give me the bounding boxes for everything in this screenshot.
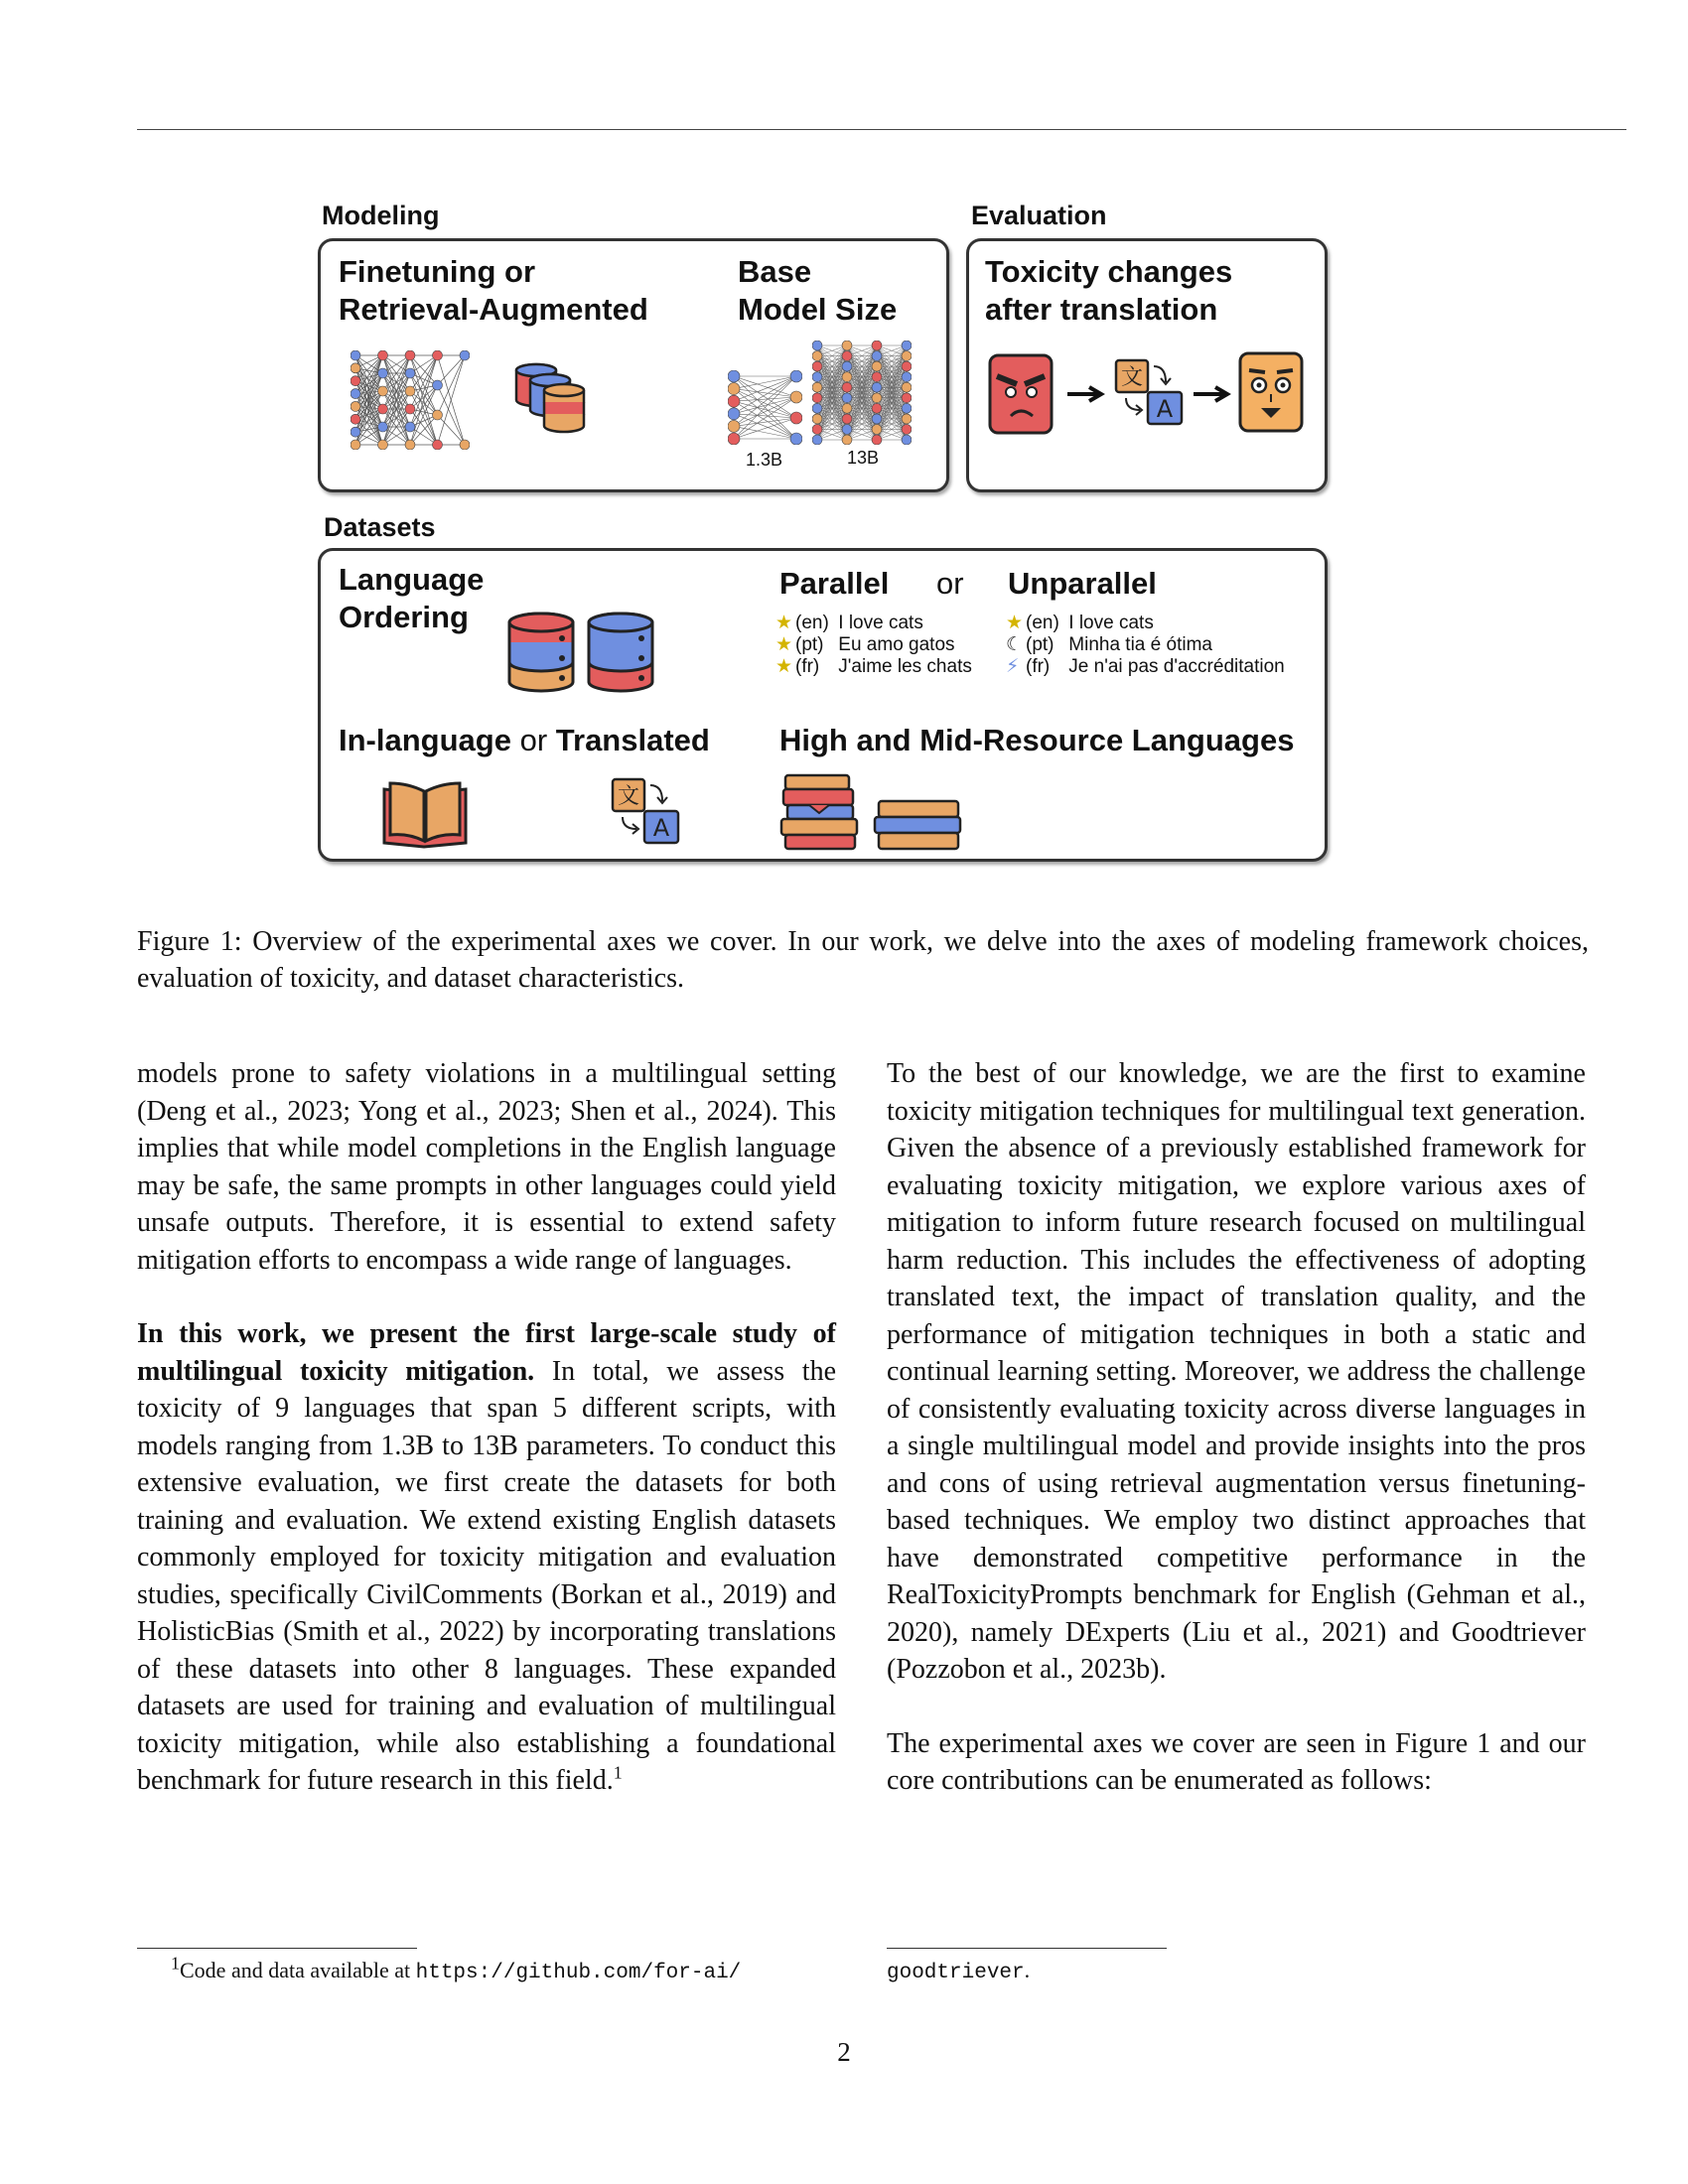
surprised-face-icon bbox=[1237, 350, 1307, 435]
unparallel-example-row bbox=[1006, 656, 1285, 678]
neural-network-icon bbox=[351, 350, 470, 450]
translate-icon-2 bbox=[611, 777, 682, 847]
footnote-text: Code and data available at bbox=[180, 1958, 416, 1982]
parallel-example-icon: ★ bbox=[775, 634, 793, 655]
footnote-left bbox=[171, 1953, 742, 1987]
unparallel-example-text: Je n'ai pas d'accréditation bbox=[1063, 656, 1285, 677]
figure-caption: Figure 1: Overview of the experimental axes we cover. In our work, we delve into the axes of modeling framework choices, evaluation of toxicity, and dataset characteristics. bbox=[137, 926, 1589, 994]
left-paragraph-2 bbox=[137, 1315, 836, 1800]
datasets-section-label: Datasets bbox=[324, 512, 436, 542]
svg-text:文: 文 bbox=[1120, 365, 1144, 390]
unparallel-example-row bbox=[1006, 634, 1285, 656]
evaluation-box bbox=[966, 238, 1328, 492]
small-model-icon bbox=[728, 370, 802, 445]
angry-face-icon bbox=[987, 352, 1056, 437]
footnote-url-part1[interactable]: https://github.com/for-ai/ bbox=[415, 1962, 742, 1984]
toxicity-changes-title: Toxicity changes after translation bbox=[985, 254, 1233, 327]
databases-icon bbox=[504, 611, 663, 700]
open-book-icon bbox=[380, 779, 470, 849]
size-label-small: 1.3B bbox=[746, 450, 783, 470]
contribution-statement: In this work, we present the first large-scale study of multilingual toxicity mitigation. bbox=[137, 1318, 836, 1387]
footnote-url-part2[interactable]: goodtriever bbox=[887, 1962, 1025, 1984]
unparallel-example-text: Minha tia é ótima bbox=[1063, 634, 1212, 655]
or-label-2: or bbox=[519, 723, 548, 757]
svg-text:文: 文 bbox=[617, 784, 640, 809]
page-number: 2 bbox=[837, 2037, 851, 2067]
translate-icon bbox=[1114, 358, 1186, 428]
parallel-or: or bbox=[936, 566, 964, 601]
parallel-label: Parallel bbox=[779, 566, 890, 601]
large-model-icon bbox=[812, 341, 912, 445]
in-language-label: In-language bbox=[339, 723, 511, 757]
left-paragraph-2-body: In total, we assess the toxicity of 9 languages that span 5 different scripts, with models ranging from 1.3B to 13B parameters. To conduct this extensive evaluation, we first create the datasets for both training and evaluation. We extend existing English datasets commonly employed for toxicity mitigation and evaluation studies, specifically CivilComments (Borkan et al., 2019) and HolisticBias (Smith et al., 2022) by incorporating translations of these datasets into other 8 languages. These expanded datasets are used for training and evaluation of multilingual toxicity mitigation, while also establishing a foundational benchmark for future research in this field. bbox=[137, 1355, 837, 1796]
modeling-box bbox=[318, 238, 949, 492]
book-stacks-icon bbox=[779, 771, 968, 853]
unparallel-example-icon: ⚡ bbox=[1006, 656, 1020, 677]
footnote-rule-right bbox=[887, 1948, 1167, 1949]
parallel-example-row bbox=[775, 656, 972, 678]
left-column bbox=[137, 1055, 836, 1800]
right-column bbox=[887, 1055, 1586, 1800]
parallel-example-icon: ★ bbox=[775, 613, 793, 633]
in-language-or-translated-title bbox=[339, 722, 710, 759]
parallel-example-lang: (pt) bbox=[795, 634, 824, 655]
parallel-examples bbox=[775, 613, 972, 678]
parallel-example-lang: (en) bbox=[795, 613, 829, 633]
modeling-section-label: Modeling bbox=[322, 201, 440, 230]
left-paragraph-1: models prone to safety violations in a multilingual setting (Deng et al., 2023; Yong et al., 2023; Shen et al., 2024). This implies that while model completions in the English language may be safe, the same prompts in other languages could yield unsafe outputs. Therefore, it is essential to extend safety mitigation efforts to encompass a wide range of languages. bbox=[137, 1058, 836, 1276]
footnote-right bbox=[887, 1957, 1030, 1987]
unparallel-examples bbox=[1006, 613, 1285, 678]
arrow-right-icon-2 bbox=[1192, 384, 1233, 404]
unparallel-example-icon: ★ bbox=[1006, 613, 1024, 633]
right-paragraph-2: The experimental axes we cover are seen in Figure 1 and our core contributions can be enumerated as follows: bbox=[887, 1727, 1586, 1796]
footnote-ref[interactable]: 1 bbox=[613, 1762, 623, 1783]
svg-text:A: A bbox=[1156, 395, 1174, 423]
parallel-example-lang: (fr) bbox=[795, 656, 820, 677]
datasets-box bbox=[318, 548, 1328, 862]
translated-label: Translated bbox=[555, 723, 710, 757]
svg-text:A: A bbox=[652, 814, 670, 842]
parallel-example-text: J'aime les chats bbox=[833, 656, 972, 677]
header-rule bbox=[137, 129, 1626, 130]
parallel-example-row bbox=[775, 634, 972, 656]
unparallel-example-lang: (en) bbox=[1026, 613, 1059, 633]
parallel-example-text: Eu amo gatos bbox=[833, 634, 955, 655]
unparallel-example-lang: (fr) bbox=[1026, 656, 1051, 677]
arrow-right-icon bbox=[1065, 384, 1107, 404]
unparallel-title: Unparallel bbox=[1008, 566, 1157, 601]
finetuning-title: Finetuning or Retrieval-Augmented bbox=[339, 254, 648, 327]
unparallel-example-icon: ☾ bbox=[1006, 634, 1024, 655]
language-ordering-title: Language Ordering bbox=[339, 562, 485, 634]
parallel-example-row bbox=[775, 613, 972, 634]
database-stack-icon bbox=[514, 358, 599, 443]
footnote-mark: 1 bbox=[171, 1953, 180, 1974]
footnote-rule-left bbox=[137, 1948, 417, 1949]
size-label-large: 13B bbox=[847, 448, 880, 468]
parallel-example-text: I love cats bbox=[833, 613, 923, 633]
resource-languages-title: High and Mid-Resource Languages bbox=[779, 723, 1295, 757]
evaluation-section-label: Evaluation bbox=[971, 201, 1107, 230]
parallel-title bbox=[779, 565, 889, 603]
figure-1 bbox=[316, 199, 1329, 866]
footnote-url-tail: . bbox=[1024, 1958, 1031, 1982]
unparallel-example-text: I love cats bbox=[1063, 613, 1154, 633]
right-paragraph-1: To the best of our knowledge, we are the first to examine toxicity mitigation techniques for multilingual text generation. Given the absence of a previously established framework for evaluating toxicity mitigation, we explore various axes of mitigation to inform future research focused on multilingual harm reduction. This includes the effectiveness of adopting translated text, the impact of translation quality, and the performance of mitigation techniques in both a static and continual learning setting. Moreover, we address the challenge of consistently evaluating toxicity across diverse languages in a single multilingual model and provide insights into the pros and cons of using retrieval augmentation versus finetuning-based techniques. We employ two distinct approaches that have demonstrated competitive performance in the RealToxicityPrompts benchmark for English (Gehman et al., 2020), namely DExperts (Liu et al., 2021) and Goodtriever (Pozzobon et al., 2023b). bbox=[887, 1058, 1586, 1685]
base-model-size-title: Base Model Size bbox=[738, 254, 898, 327]
unparallel-example-lang: (pt) bbox=[1026, 634, 1055, 655]
parallel-example-icon: ★ bbox=[775, 656, 793, 677]
unparallel-example-row bbox=[1006, 613, 1285, 634]
